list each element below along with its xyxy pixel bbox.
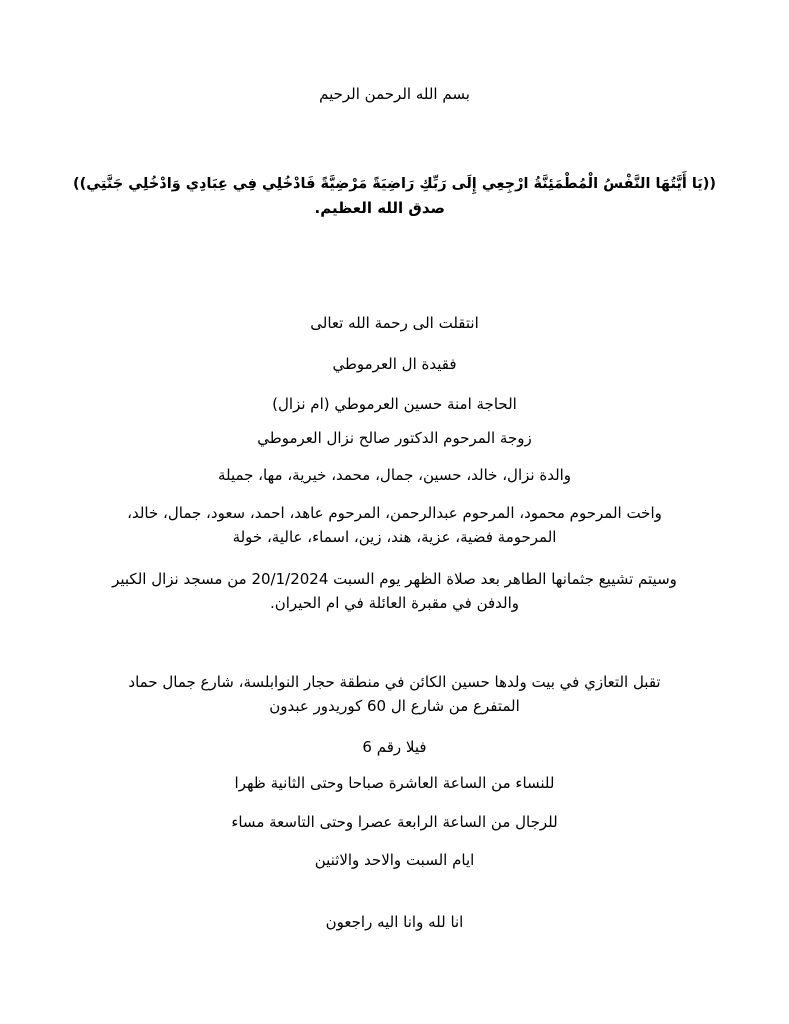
quran-closing: صدق الله العظيم.: [314, 199, 445, 217]
condolence-location-line-2: المتفرع من شارع ال 60 كوريدور عبدون: [269, 697, 520, 715]
family-loss-text: فقيدة ال العرموطي: [332, 355, 457, 373]
wife-of-text: زوجة المرحوم الدكتور صالح نزال العرموطي: [257, 429, 532, 447]
closing-phrase: انا لله وانا اليه راجعون: [325, 913, 464, 931]
sister-of-line-1: واخت المرحوم محمود، المرحوم عبدالرحمن، المرحوم عاهد، احمد، سعود، جمال، خالد،: [127, 504, 662, 522]
sister-of-line-2: المرحومة فضية، عزية، هند، زين، اسماء، عالية، خولة: [232, 528, 557, 546]
quran-verse: ((يَا أَيَّتُهَا النَّفْسُ الْمُطْمَئِنَّةُ ارْجِعِي إِلَى رَبِّكِ رَاضِيَةً مَرْضِيَّةً فَادْخُلِي فِي عِبَادِي وَادْخُلِي جَنَّتِي)): [72, 176, 717, 192]
basmala: بسم الله الرحمن الرحيم: [319, 85, 470, 103]
mother-of-text: والدة نزال، خالد، حسين، جمال، محمد، خيرية، مها، جميلة: [217, 466, 572, 484]
men-hours: للرجال من الساعة الرابعة عصرا وحتى التاسعة مساء: [231, 813, 558, 831]
condolence-days: ايام السبت والاحد والاثنين: [314, 851, 475, 869]
funeral-line-2: والدفن في مقبرة العائلة في ام الحيران.: [269, 594, 520, 612]
deceased-name: الحاجة امنة حسين العرموطي (ام نزال): [272, 395, 517, 413]
villa-number: فيلا رقم 6: [362, 738, 427, 756]
condolence-location-line-1: تقبل التعازي في بيت ولدها حسين الكائن في منطقة حجار النوابلسة، شارع جمال حماد: [128, 673, 661, 691]
funeral-line-1: وسيتم تشييع جثمانها الطاهر بعد صلاة الظهر يوم السبت 20/1/2024 من مسجد نزال الكبير: [112, 570, 677, 588]
women-hours: للنساء من الساعة العاشرة صباحا وحتى الثانية ظهرا: [234, 774, 555, 792]
passed-away-text: انتقلت الى رحمة الله تعالى: [310, 314, 479, 332]
